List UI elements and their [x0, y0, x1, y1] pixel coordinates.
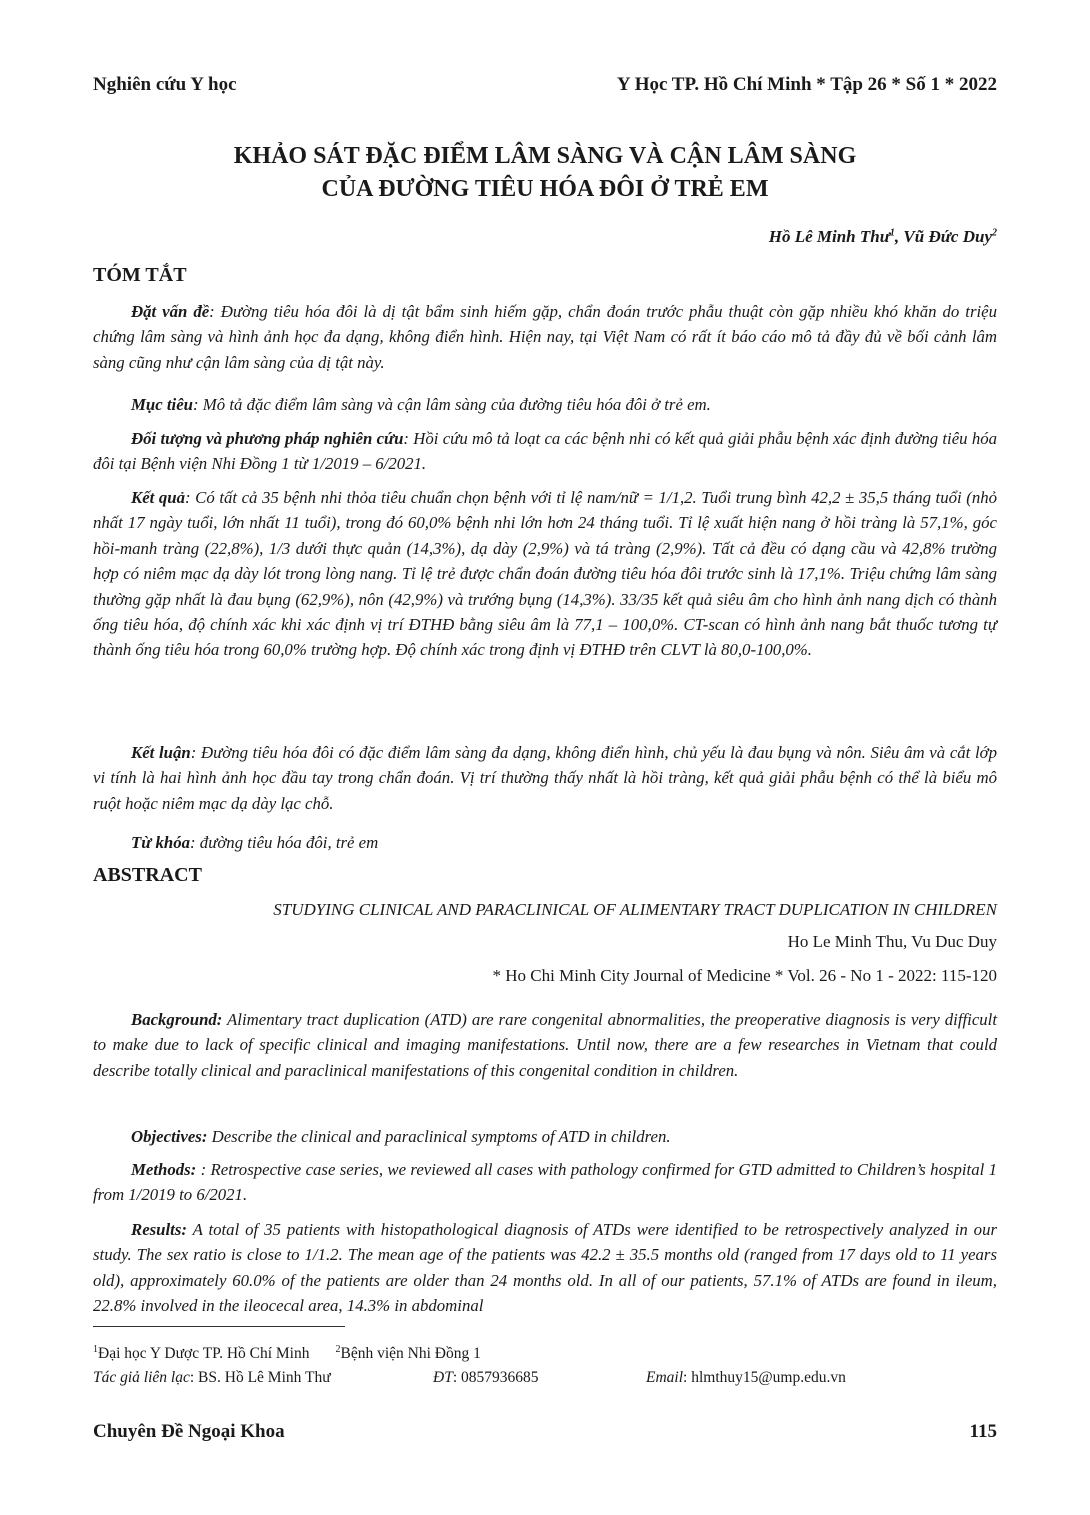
abstract-authors: Ho Le Minh Thu, Vu Duc Duy	[787, 932, 997, 951]
title-line-1: KHẢO SÁT ĐẶC ĐIỂM LÂM SÀNG VÀ CẬN LÂM SÀNG	[233, 143, 857, 169]
running-header	[93, 74, 997, 98]
contact-label: Tác giả liên lạc	[93, 1369, 190, 1386]
summary-methods	[93, 426, 997, 477]
summary-background-label: Đặt vấn đề	[131, 302, 210, 321]
summary-conclusion-text-1: : Đường tiêu hóa đôi có đặc điểm lâm sàng đa dạng, không điển hình, chủ yếu là đau bụng và nôn. Siêu âm và cắt lớp vi tính là hai hình ảnh học đầu tay trong chẩn đoán	[93, 743, 998, 788]
phone-label: ĐT	[433, 1369, 453, 1386]
affiliation-1: Đại học Y Dược TP. Hồ Chí Minh	[98, 1345, 310, 1363]
journal-citation: * Ho Chi Minh City Journal of Medicine * Vol. 26 - No 1 - 2022: 115-120	[492, 966, 997, 985]
summary-conclusion-label: Kết luận	[131, 743, 191, 762]
title-line-2: CỦA ĐƯỜNG TIÊU HÓA ĐÔI Ở TRẺ EM	[321, 176, 769, 202]
contact-email	[646, 1369, 846, 1387]
abstract-objectives	[93, 1124, 997, 1149]
email-label: Email	[646, 1369, 684, 1386]
author-1: Hồ Lê Minh Thư	[768, 227, 890, 246]
footnote-divider	[93, 1326, 345, 1327]
summary-background	[93, 299, 997, 375]
journal-header: Y Học TP. Hồ Chí Minh * Tập 26 * Số 1 * 2022	[616, 74, 997, 95]
contact-value: : BS. Hồ Lê Minh Thư	[189, 1369, 331, 1386]
abstract-background-text: Alimentary tract duplication (ATD) are rare congenital abnormalities, the preoperative diagnosis is very difficult to make due to lack of specific clinical and imaging manifestations. Until now, there are a few researches in Vietnam that could describe totally clinical and paraclinical manifestations of this congenital condition in children.	[93, 1010, 997, 1080]
summary-conclusion-text-2: . Vị trí thường thấy nhất là hồi tràng, kết quả giải phẫu bệnh có thể là biểu mô ruột hoặc niêm mạc dạ dày lạc chỗ.	[93, 768, 997, 813]
summary-keywords	[93, 830, 997, 855]
abstract-heading: ABSTRACT	[93, 864, 202, 886]
abstract-objectives-label: Objectives:	[131, 1127, 208, 1146]
affiliation-1-number: 1	[93, 1344, 98, 1355]
summary-objective-label: Mục tiêu	[131, 395, 194, 414]
footer-section: Chuyên Đề Ngoại Khoa	[93, 1421, 285, 1442]
summary-results	[93, 485, 997, 663]
abstract-title: STUDYING CLINICAL AND PARACLINICAL OF ALIMENTARY TRACT DUPLICATION IN CHILDREN	[273, 900, 997, 919]
summary-objective	[93, 392, 997, 417]
summary-heading: TÓM TẮT	[93, 264, 187, 286]
abstract-results-text: A total of 35 patients with histopathological diagnosis of ATDs were identified to be retrospectively analyzed in our study. The sex ratio is close to 1/1.2. The mean age of the patients was 42.2 ± 35.5 months old (ranged from 17 days old to 11 years old), approximately 60.0% of the patients are older than 24 months old. In all of our patients, 57.1% of ATDs are found in ileum, 22.8% involved in the ileocecal area, 14.3% in abdominal	[93, 1220, 997, 1316]
summary-keywords-text: : đường tiêu hóa đôi, trẻ em	[190, 833, 379, 852]
abstract-background-label: Background:	[131, 1010, 223, 1029]
abstract-methods-label: Methods:	[131, 1160, 197, 1179]
contact-author	[93, 1369, 331, 1387]
abstract-objectives-text: Describe the clinical and paraclinical symptoms of ATD in children.	[207, 1127, 671, 1146]
page-number: 115	[969, 1421, 997, 1442]
summary-methods-text: : Hồi cứu mô tả loạt ca các bệnh nhi có kết quả giải phẫu bệnh xác định đường tiêu hóa đôi tại Bệnh viện Nhi Đồng 1 từ 1/2019 – 6/2021.	[93, 429, 997, 474]
author-2: Vũ Đức Duy	[903, 227, 992, 246]
section-label: Nghiên cứu Y học	[93, 74, 237, 95]
abstract-results-label: Results:	[131, 1220, 187, 1239]
author-list	[769, 227, 997, 247]
abstract-methods-text: : Retrospective case series, we reviewed all cases with pathology confirmed for GTD admitted to Children’s hospital 1 from 1/2019 to 6/2021.	[93, 1160, 997, 1205]
abstract-methods	[93, 1157, 997, 1208]
paper-title	[93, 140, 997, 206]
email-value: : hlmthuy15@ump.edu.vn	[683, 1369, 846, 1386]
author-2-affiliation: 2	[992, 227, 997, 239]
contact-phone	[433, 1369, 539, 1387]
affiliations	[93, 1344, 481, 1363]
summary-background-text: : Đường tiêu hóa đôi là dị tật bẩm sinh hiếm gặp, chẩn đoán trước phẫu thuật còn gặp nhiều khó khăn do triệu chứng lâm sàng và hình ảnh học đa dạng, không điển hình. Hiện nay, tại Việt Nam có rất ít báo cáo mô tả đầy đủ về bối cảnh lâm sàng cũng như cận lâm sàng của dị tật này.	[93, 302, 997, 372]
summary-keywords-label: Từ khóa	[131, 833, 191, 852]
phone-value: : 0857936685	[452, 1369, 539, 1386]
author-1-affiliation: 1	[889, 227, 895, 239]
affiliation-2-number: 2	[335, 1344, 341, 1355]
abstract-background	[93, 1007, 997, 1083]
affiliation-2: Bệnh viện Nhi Đồng 1	[340, 1345, 481, 1363]
summary-results-text: : Có tất cả 35 bệnh nhi thỏa tiêu chuẩn chọn bệnh với tỉ lệ nam/nữ = 1/1,2. Tuổi trung bình 42,2 ± 35,5 tháng tuổi (nhỏ nhất 17 ngày tuổi, lớn nhất 11 tuổi), trong đó 60,0% bệnh nhi lớn hơn 24 tháng tuổi. Tỉ lệ xuất hiện nang ở hồi tràng là 57,1%, góc hồi-manh tràng (22,8%), 1/3 dưới thực quản (14,3%), dạ dày (2,9%) và tá tràng (2,9%). Tất cả đều có dạng cầu và 42,8% trường hợp có niêm mạc dạ dày lót trong lòng nang. Tỉ lệ trẻ được chẩn đoán đường tiêu hóa đôi trước sinh là 17,1%. Triệu chứng lâm sàng thường gặp nhất là đau bụng (62,9%), nôn (42,9%) và trướng bụng (14,3%). 33/35 kết quả siêu âm cho hình ảnh nang dịch có thành ống tiêu hóa, độ chính xác khi xác định vị trí ĐTHĐ bằng siêu âm là 77,1 – 100,0%. CT-scan có hình ảnh nang bắt thuốc tương tự thành ống tiêu hóa trong 60,0% trường hợp. Độ chính xác trong định vị ĐTHĐ trên CLVT là 80,0-100,0%.	[93, 488, 997, 660]
author-separator: ,	[894, 227, 904, 246]
summary-conclusion	[93, 740, 997, 816]
summary-results-label: Kết quả	[131, 488, 185, 507]
abstract-results	[93, 1217, 997, 1319]
summary-objective-text: : Mô tả đặc điểm lâm sàng và cận lâm sàng của đường tiêu hóa đôi ở trẻ em.	[193, 395, 711, 414]
summary-methods-label: Đối tượng và phương pháp nghiên cứu	[131, 429, 404, 448]
